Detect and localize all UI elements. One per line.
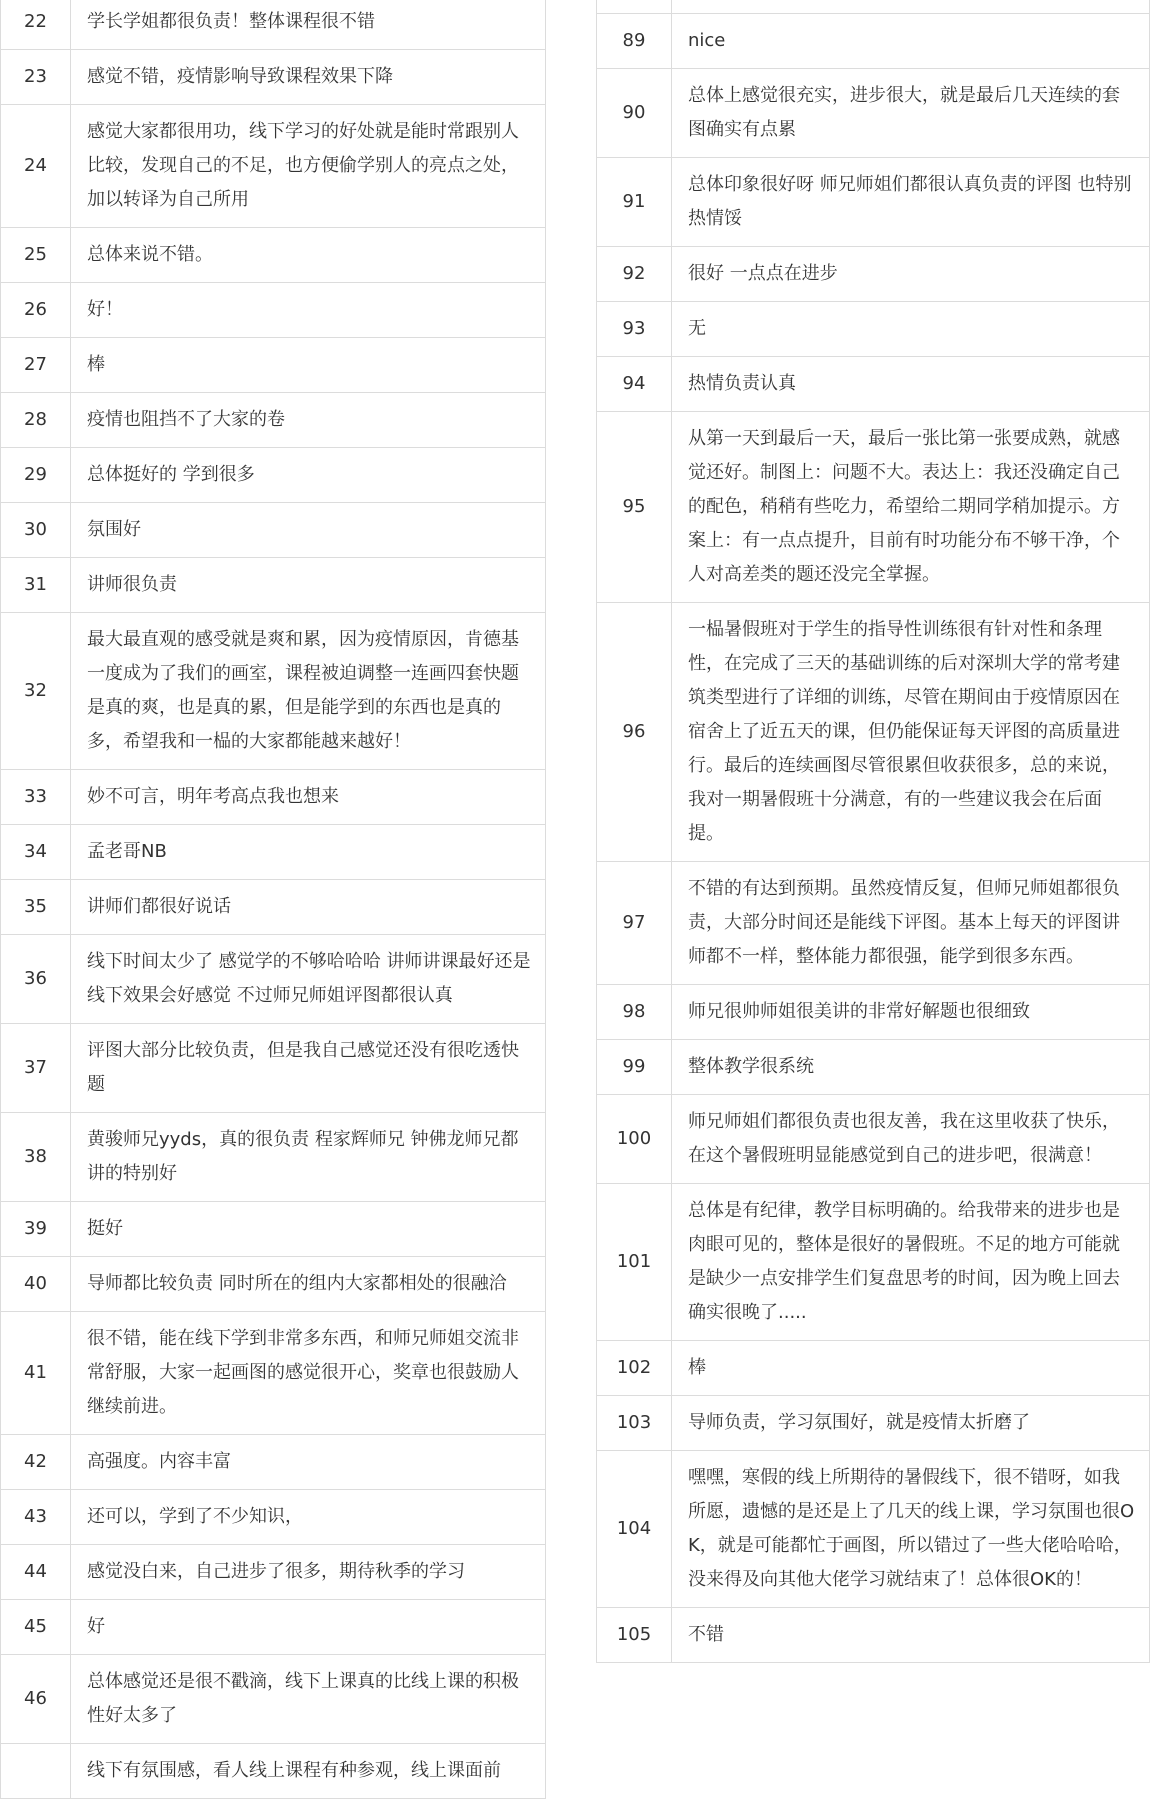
- table-row: [597, 1451, 1150, 1608]
- row-number: 40: [1, 1257, 71, 1312]
- table-row-cut: [597, 0, 1150, 14]
- feedback-table-left: [0, 0, 546, 1781]
- feedback-comment: 线下时间太少了 感觉学的不够哈哈哈 讲师讲课最好还是线下效果会好感觉 不过师兄师姐评图都很认真: [71, 935, 546, 1024]
- row-number: 93: [597, 302, 672, 357]
- feedback-table-right: [596, 0, 1150, 1754]
- row-number: 97: [597, 862, 672, 985]
- feedback-comment: 总体是有纪律，教学目标明确的。给我带来的进步也是肉眼可见的，整体是很好的暑假班。不足的地方可能就是缺少一点安排学生们复盘思考的时间，因为晚上回去确实很晚了.....: [672, 1184, 1150, 1341]
- row-number: 90: [597, 69, 672, 158]
- feedback-comment: 学长学姐都很负责！整体课程很不错: [71, 0, 546, 50]
- row-number: 32: [1, 613, 71, 770]
- table-row: [597, 985, 1150, 1040]
- feedback-comment: 总体挺好的 学到很多: [71, 448, 546, 503]
- table-row: [1, 0, 546, 50]
- row-number: 23: [1, 50, 71, 105]
- table-row: [1, 1744, 546, 1799]
- feedback-table: [0, 0, 546, 1799]
- table-row: [1, 880, 546, 935]
- table-row: [597, 69, 1150, 158]
- feedback-comment: 导师都比较负责 同时所在的组内大家都相处的很融洽: [71, 1257, 546, 1312]
- table-row: [1, 1600, 546, 1655]
- table-row: [597, 1608, 1150, 1663]
- row-number: 102: [597, 1341, 672, 1396]
- feedback-comment: 棒: [672, 1341, 1150, 1396]
- feedback-comment: 疫情也阻挡不了大家的卷: [71, 393, 546, 448]
- row-number: 46: [1, 1655, 71, 1744]
- row-number: 34: [1, 825, 71, 880]
- feedback-comment: 师兄很帅师姐很美讲的非常好解题也很细致: [672, 985, 1150, 1040]
- feedback-comment: 总体感觉还是很不戳滴，线下上课真的比线上课的积极性好太多了: [71, 1655, 546, 1744]
- feedback-comment: 不错的有达到预期。虽然疫情反复，但师兄师姐都很负责，大部分时间还是能线下评图。基本上每天的评图讲师都不一样，整体能力都很强，能学到很多东西。: [672, 862, 1150, 985]
- row-number: 39: [1, 1202, 71, 1257]
- table-row: [1, 1257, 546, 1312]
- row-number: 45: [1, 1600, 71, 1655]
- feedback-comment: 无: [672, 302, 1150, 357]
- table-row: [1, 558, 546, 613]
- table-row: [1, 283, 546, 338]
- feedback-comment: 导师负责，学习氛围好，就是疫情太折磨了: [672, 1396, 1150, 1451]
- feedback-comment: 总体来说不错。: [71, 228, 546, 283]
- feedback-comment: 嘿嘿，寒假的线上所期待的暑假线下，很不错呀，如我所愿，遗憾的是还是上了几天的线上课，学习氛围也很OK，就是可能都忙于画图，所以错过了一些大佬哈哈哈，没来得及向其他大佬学习就结束了！总体很OK的！: [672, 1451, 1150, 1608]
- feedback-comment: 热情负责认真: [672, 357, 1150, 412]
- feedback-comment: 感觉没白来，自己进步了很多，期待秋季的学习: [71, 1545, 546, 1600]
- feedback-comment: 评图大部分比较负责，但是我自己感觉还没有很吃透快题: [71, 1024, 546, 1113]
- feedback-comment: 高强度。内容丰富: [71, 1435, 546, 1490]
- table-row: [1, 1312, 546, 1435]
- table-row: [597, 862, 1150, 985]
- row-number: 33: [1, 770, 71, 825]
- feedback-comment: 还可以，学到了不少知识，: [71, 1490, 546, 1545]
- feedback-table-body: [597, 0, 1150, 1663]
- feedback-comment: 讲师们都很好说话: [71, 880, 546, 935]
- table-row: [597, 603, 1150, 862]
- feedback-comment: 妙不可言，明年考高点我也想来: [71, 770, 546, 825]
- feedback-comment: 黄骏师兄yyds，真的很负责 程家辉师兄 钟佛龙师兄都讲的特别好: [71, 1113, 546, 1202]
- row-number: 42: [1, 1435, 71, 1490]
- table-row: [597, 14, 1150, 69]
- row-number: 91: [597, 158, 672, 247]
- row-number: 31: [1, 558, 71, 613]
- table-row: [1, 1024, 546, 1113]
- table-row: [597, 1184, 1150, 1341]
- table-row: [1, 613, 546, 770]
- table-row: [1, 825, 546, 880]
- row-number: 98: [597, 985, 672, 1040]
- feedback-comment: 感觉大家都很用功，线下学习的好处就是能时常跟别人比较，发现自己的不足，也方便偷学别人的亮点之处，加以转译为自己所用: [71, 105, 546, 228]
- row-number: 24: [1, 105, 71, 228]
- table-row: [1, 1655, 546, 1744]
- table-row: [597, 302, 1150, 357]
- feedback-comment: 氛围好: [71, 503, 546, 558]
- row-number: 94: [597, 357, 672, 412]
- row-number: 99: [597, 1040, 672, 1095]
- row-number: 37: [1, 1024, 71, 1113]
- feedback-comment: 师兄师姐们都很负责也很友善，我在这里收获了快乐，在这个暑假班明显能感觉到自己的进步吧，很满意！: [672, 1095, 1150, 1184]
- feedback-comment: 从第一天到最后一天，最后一张比第一张要成熟，就感觉还好。制图上：问题不大。表达上：我还没确定自己的配色，稍稍有些吃力，希望给二期同学稍加提示。方案上：有一点点提升，目前有时功能分布不够干净，个人对高差类的题还没完全掌握。: [672, 412, 1150, 603]
- row-number: 44: [1, 1545, 71, 1600]
- table-row: [597, 158, 1150, 247]
- row-number: 38: [1, 1113, 71, 1202]
- feedback-comment: 棒: [71, 338, 546, 393]
- row-number: 105: [597, 1608, 672, 1663]
- table-row: [1, 228, 546, 283]
- row-number: 43: [1, 1490, 71, 1545]
- feedback-comment: 挺好: [71, 1202, 546, 1257]
- table-row: [597, 412, 1150, 603]
- row-number: 96: [597, 603, 672, 862]
- feedback-comment: 总体上感觉很充实，进步很大，就是最后几天连续的套图确实有点累: [672, 69, 1150, 158]
- feedback-comment: 不错: [672, 1608, 1150, 1663]
- table-row: [1, 338, 546, 393]
- row-number: 28: [1, 393, 71, 448]
- row-number-cell: [597, 0, 672, 14]
- table-row: [1, 50, 546, 105]
- row-number: 26: [1, 283, 71, 338]
- table-row: [1, 105, 546, 228]
- table-row: [1, 1490, 546, 1545]
- feedback-comment: 很好 一点点在进步: [672, 247, 1150, 302]
- feedback-comment: 感觉不错，疫情影响导致课程效果下降: [71, 50, 546, 105]
- feedback-comment: 好: [71, 1600, 546, 1655]
- feedback-comment: 整体教学很系统: [672, 1040, 1150, 1095]
- row-number: 30: [1, 503, 71, 558]
- row-number: 100: [597, 1095, 672, 1184]
- row-number: 29: [1, 448, 71, 503]
- row-number: 101: [597, 1184, 672, 1341]
- table-row: [1, 503, 546, 558]
- feedback-table-body: [1, 0, 546, 1799]
- feedback-comment: 好！: [71, 283, 546, 338]
- comment-cell: [672, 0, 1150, 14]
- table-row: [597, 1341, 1150, 1396]
- row-number: 95: [597, 412, 672, 603]
- table-row: [597, 357, 1150, 412]
- row-number: 92: [597, 247, 672, 302]
- feedback-comment: 很不错，能在线下学到非常多东西，和师兄师姐交流非常舒服，大家一起画图的感觉很开心，奖章也很鼓励人继续前进。: [71, 1312, 546, 1435]
- table-row: [1, 935, 546, 1024]
- feedback-comment: 孟老哥NB: [71, 825, 546, 880]
- row-number: 89: [597, 14, 672, 69]
- feedback-comment: 讲师很负责: [71, 558, 546, 613]
- row-number: 22: [1, 0, 71, 50]
- table-row: [1, 1545, 546, 1600]
- table-row: [1, 1202, 546, 1257]
- feedback-comment: 线下有氛围感，看人线上课程有种参观，线上课面前: [71, 1744, 546, 1799]
- row-number: 27: [1, 338, 71, 393]
- table-row: [597, 1040, 1150, 1095]
- row-number: [1, 1744, 71, 1799]
- feedback-comment: 总体印象很好呀 师兄师姐们都很认真负责的评图 也特别热情馁: [672, 158, 1150, 247]
- feedback-table: [596, 0, 1150, 1663]
- table-row: [1, 770, 546, 825]
- table-row: [597, 247, 1150, 302]
- feedback-comment: 最大最直观的感受就是爽和累，因为疫情原因，肯德基一度成为了我们的画室，课程被迫调整一连画四套快题是真的爽，也是真的累，但是能学到的东西也是真的多，希望我和一榀的大家都能越来越好！: [71, 613, 546, 770]
- row-number: 104: [597, 1451, 672, 1608]
- table-row: [1, 1113, 546, 1202]
- row-number: 103: [597, 1396, 672, 1451]
- row-number: 35: [1, 880, 71, 935]
- row-number: 36: [1, 935, 71, 1024]
- feedback-comment: 一榀暑假班对于学生的指导性训练很有针对性和条理性，在完成了三天的基础训练的后对深圳大学的常考建筑类型进行了详细的训练，尽管在期间由于疫情原因在宿舍上了近五天的课，但仍能保证每天评图的高质量进行。最后的连续画图尽管很累但收获很多，总的来说，我对一期暑假班十分满意，有的一些建议我会在后面提。: [672, 603, 1150, 862]
- table-row: [597, 1095, 1150, 1184]
- table-row: [1, 393, 546, 448]
- table-row: [597, 1396, 1150, 1451]
- row-number: 25: [1, 228, 71, 283]
- table-row: [1, 1435, 546, 1490]
- table-row: [1, 448, 546, 503]
- feedback-comment: nice: [672, 14, 1150, 69]
- row-number: 41: [1, 1312, 71, 1435]
